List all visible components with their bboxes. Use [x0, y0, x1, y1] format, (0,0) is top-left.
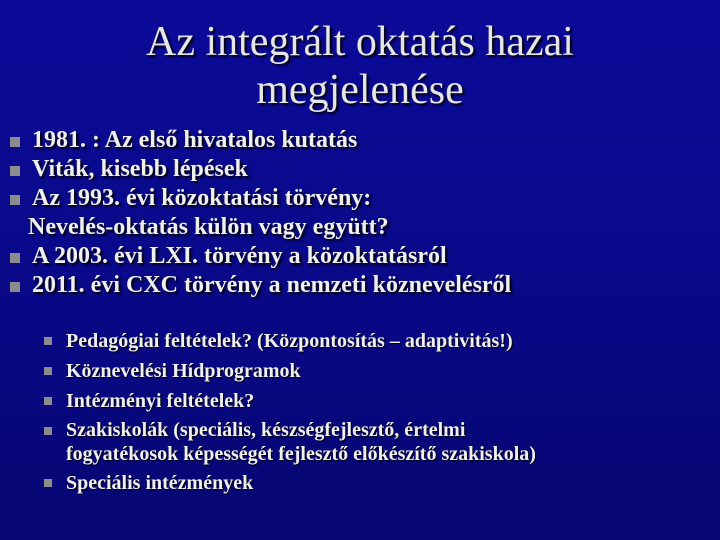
main-item-text: A 2003. évi LXI. törvény a közoktatásról: [32, 243, 447, 269]
main-item-text: Az 1993. évi közoktatási törvény:: [32, 185, 372, 211]
title-line-2: megjelenése: [256, 67, 464, 113]
title-line-1: Az integrált oktatás hazai: [146, 19, 574, 65]
main-list-item: [10, 242, 710, 271]
main-list-item: [10, 126, 710, 155]
sub-bullet-list: [44, 328, 694, 500]
sub-list-item: [44, 470, 694, 496]
square-bullet-icon: [44, 397, 52, 405]
main-item-text: 2011. évi CXC törvény a nemzeti köznevelésről: [32, 272, 512, 298]
slide-title: [60, 18, 660, 114]
sub-item-text: Pedagógiai feltételek? (Központosítás – adaptivitás!): [66, 330, 513, 352]
square-bullet-icon: [10, 282, 20, 292]
square-bullet-icon: [44, 337, 52, 345]
square-bullet-icon: [10, 253, 20, 263]
square-bullet-icon: [10, 137, 20, 147]
square-bullet-icon: [10, 195, 20, 205]
sub-list-item: [44, 388, 694, 414]
sub-item-text: Speciális intézmények: [66, 472, 254, 494]
square-bullet-icon: [44, 427, 52, 435]
main-list-item: [10, 184, 710, 242]
main-list-item: [10, 271, 710, 300]
sub-item-continuation: fogyatékosok képességét fejlesztő előkészítő szakiskola): [66, 443, 536, 465]
square-bullet-icon: [44, 479, 52, 487]
sub-item-text: Szakiskolák (speciális, készségfejlesztő, értelmi: [66, 419, 466, 441]
sub-list-item: [44, 328, 694, 354]
main-bullet-list: [10, 126, 710, 300]
square-bullet-icon: [10, 166, 20, 176]
main-list-item: [10, 155, 710, 184]
main-item-continuation: Nevelés-oktatás külön vagy együtt?: [28, 214, 389, 240]
main-item-text: 1981. : Az első hivatalos kutatás: [32, 127, 358, 153]
square-bullet-icon: [44, 367, 52, 375]
sub-item-text: Köznevelési Hídprogramok: [66, 360, 301, 382]
main-item-text: Viták, kisebb lépések: [32, 156, 248, 182]
sub-list-item: [44, 358, 694, 384]
sub-list-item: [44, 418, 694, 466]
sub-item-text: Intézményi feltételek?: [66, 390, 255, 412]
